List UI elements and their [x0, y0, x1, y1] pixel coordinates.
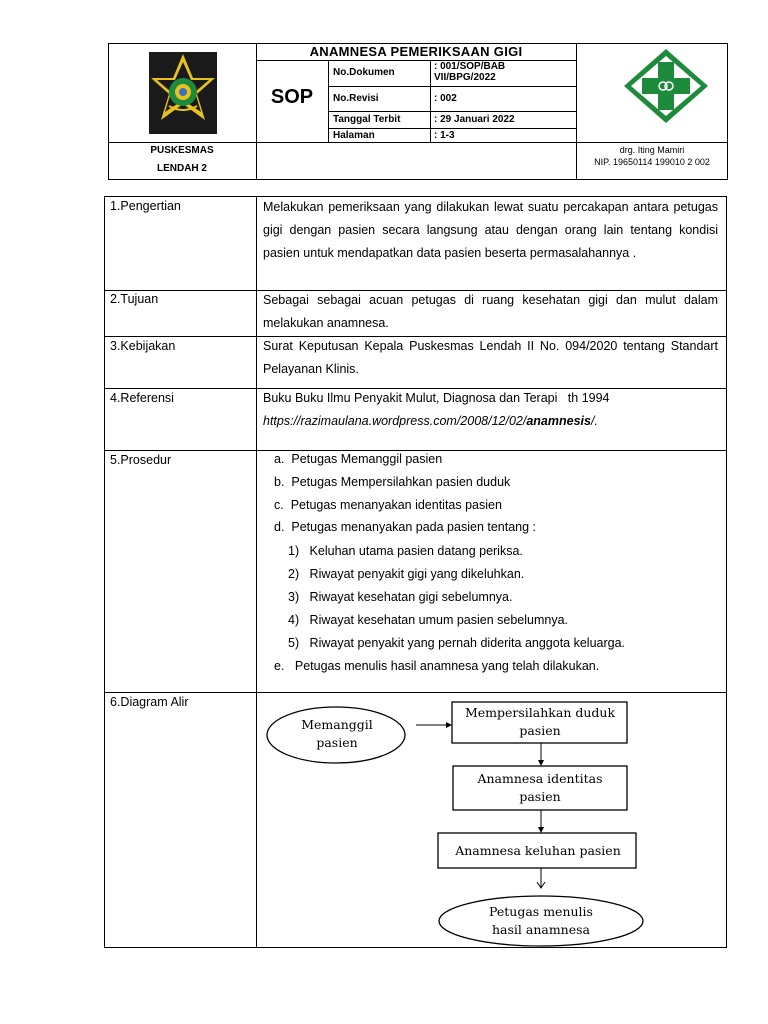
sub-list-item: 3) Riwayat kesehatan gigi sebelumnya. [288, 590, 513, 604]
text-referensi-url [263, 410, 718, 433]
field-value-halaman: : 1-3 [434, 130, 455, 141]
signer-name: drg. Iting Mamiri [619, 145, 685, 155]
label-tujuan: 2.Tujuan [110, 292, 159, 306]
list-item: c. Petugas menanyakan identitas pasien [274, 498, 502, 512]
url-suffix: /. [590, 414, 598, 428]
list-item: d. Petugas menanyakan pada pasien tentang : [274, 520, 537, 534]
sub-list-item: 2) Riwayat penyakit gigi yang dikeluhkan. [288, 567, 525, 581]
field-label-no-dokumen: No.Dokumen [333, 67, 395, 78]
text-kebijakan: Surat Keputusan Kepala Puskesmas Lendah II No. 094/2020 tentang Standart Pelayanan Klinis. [263, 339, 718, 376]
field-value-no-revisi: : 002 [434, 93, 457, 104]
text-pengertian: Melakukan pemeriksaan yang dilakukan lewat suatu percakapan antara petugas gigi dengan pasien secara langsung atau dengan orang lain tentang kondisi pasien untuk mendapatkan data pasien beserta permasalahannya . [263, 200, 718, 260]
sub-list-item: 5) Riwayat penyakit yang pernah diderita anggota keluarga. [288, 636, 626, 650]
sub-list-item: 4) Riwayat kesehatan umum pasien sebelumnya. [288, 613, 569, 627]
flowchart [256, 692, 727, 948]
document-title: ANAMNESA PEMERIKSAAN GIGI [309, 44, 523, 59]
flow-node-menulis-hasil: Petugas menulis hasil anamnesa [489, 904, 593, 937]
url-prefix: https://razimaulana.wordpress.com/2008/12/02/ [263, 414, 527, 428]
field-value-no-dokumen: : 001/SOP/BAB VII/BPG/2022 [434, 61, 506, 83]
flow-node-memanggil: Memanggil pasien [301, 717, 373, 750]
org-name-line2: LENDAH 2 [156, 163, 207, 174]
field-value-tanggal-terbit: : 29 Januari 2022 [434, 114, 515, 125]
signer-nip: NIP. 19650114 199010 2 002 [594, 157, 710, 167]
label-pengertian: 1.Pengertian [110, 199, 181, 213]
flow-node-anamnesa-keluhan: Anamnesa keluhan pasien [455, 843, 621, 858]
field-label-tanggal-terbit: Tanggal Terbit [333, 114, 401, 125]
text-referensi-book: Buku Buku Ilmu Penyakit Mulut, Diagnosa dan Terapi th 1994 [263, 391, 610, 405]
list-item: e. Petugas menulis hasil anamnesa yang telah dilakukan. [274, 659, 600, 673]
label-diagram-alir: 6.Diagram Alir [110, 695, 189, 709]
label-kebijakan: 3.Kebijakan [110, 339, 176, 353]
field-label-no-revisi: No.Revisi [333, 93, 379, 104]
health-cross-logo [620, 46, 712, 126]
flow-node-anamnesa-identitas: Anamnesa identitas pasien [477, 771, 603, 804]
flow-node-mempersilahkan: Mempersilahkan duduk pasien [464, 705, 616, 738]
list-item: b. Petugas Mempersilahkan pasien duduk [274, 475, 511, 489]
label-prosedur: 5.Prosedur [110, 453, 172, 467]
text-tujuan: Sebagai sebagai acuan petugas di ruang kesehatan gigi dan mulut dalam melakukan anamnesa. [263, 293, 718, 330]
sub-list-item: 1) Keluhan utama pasien datang periksa. [288, 544, 523, 558]
puskesmas-emblem-logo [147, 48, 219, 138]
list-item: a. Petugas Memanggil pasien [274, 452, 443, 466]
org-name-line1: PUSKESMAS [150, 145, 214, 156]
label-referensi: 4.Referensi [110, 391, 174, 405]
sop-label: SOP [270, 86, 314, 108]
field-label-halaman: Halaman [333, 130, 375, 141]
url-bold: anamnesis [526, 414, 591, 428]
